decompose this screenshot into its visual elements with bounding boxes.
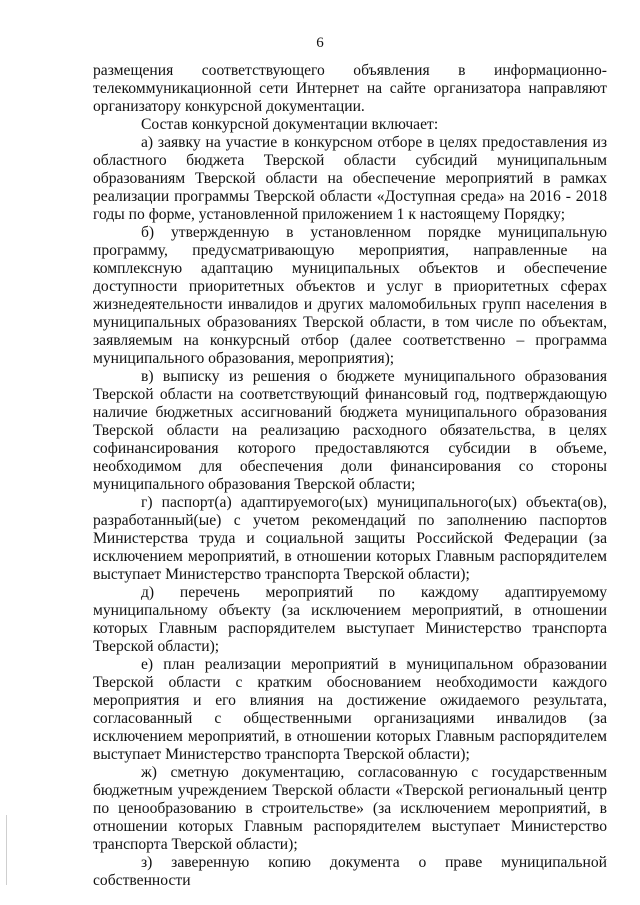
document-body	[93, 62, 607, 890]
paragraph: в) выписку из решения о бюджете муниципального образования Тверской области на соответствующий финансовый год, подтверждающую наличие бюджетных ассигнований бюджета муниципального образования Тверской области на реализацию расходного обязательства, в целях софинансирования которого предоставляются субсидии в объеме, необходимом для обеспечения доли финансирования со стороны муниципального образования Тверской области;	[93, 368, 607, 493]
paragraph: з) заверенную копию документа о праве муниципальной собственности	[93, 854, 607, 889]
paragraph: е) план реализации мероприятий в муниципальном образовании Тверской области с кратким обоснованием необходимости каждого мероприятия и его влияния на достижение ожидаемого результата, согласованный с общественными организациями инвалидов (за исключением мероприятий, в отношении которых Главным распорядителем выступает Министерство транспорта Тверской области);	[93, 656, 607, 763]
paragraph: б) утвержденную в установленном порядке муниципальную программу, предусматривающую мероприятия, направленные на комплексную адаптацию муниципальных объектов и обеспечение доступности приоритетных объектов и услуг в приоритетных сферах жизнедеятельности инвалидов и других маломобильных групп населения в муниципальных образованиях Тверской области, в том числе по объектам, заявляемым на конкурсный отбор (далее соответственно – программа муниципального образования, мероприятия);	[93, 224, 607, 367]
paragraph: д) перечень мероприятий по каждому адаптируемому муниципальному объекту (за исключением мероприятий, в отношении которых Главным распорядителем выступает Министерство транспорта Тверской области);	[93, 584, 607, 655]
paragraph: а) заявку на участие в конкурсном отборе в целях предоставления из областного бюджета Тверской области субсидий муниципальным образованиям Тверской области на обеспечение мероприятий в рамках реализации программы Тверской области «Доступная среда» на 2016 - 2018 годы по форме, установленной приложением 1 к настоящему Порядку;	[93, 134, 607, 223]
paragraph: ж) сметную документацию, согласованную с государственным бюджетным учреждением Тверской области «Тверской региональный центр по ценообразованию в строительстве» (за исключением мероприятий, в отношении которых Главным распорядителем выступает Министерство транспорта Тверской области);	[93, 764, 607, 853]
paragraph: г) паспорт(а) адаптируемого(ых) муниципального(ых) объекта(ов), разработанный(ые) с учетом рекомендаций по заполнению паспортов Министерства труда и социальной защиты Российской Федерации (за исключением мероприятий, в отношении которых Главным распорядителем выступает Министерство транспорта Тверской области);	[93, 494, 607, 583]
paragraph: Состав конкурсной документации включает:	[141, 116, 439, 133]
scan-edge-mark	[6, 815, 7, 885]
page-number: 6	[316, 35, 324, 51]
paragraph: размещения соответствующего объявления в информационно-телекоммуникационной сети Интернет на сайте организатора направляют организатору конкурсной документации.	[93, 62, 607, 115]
